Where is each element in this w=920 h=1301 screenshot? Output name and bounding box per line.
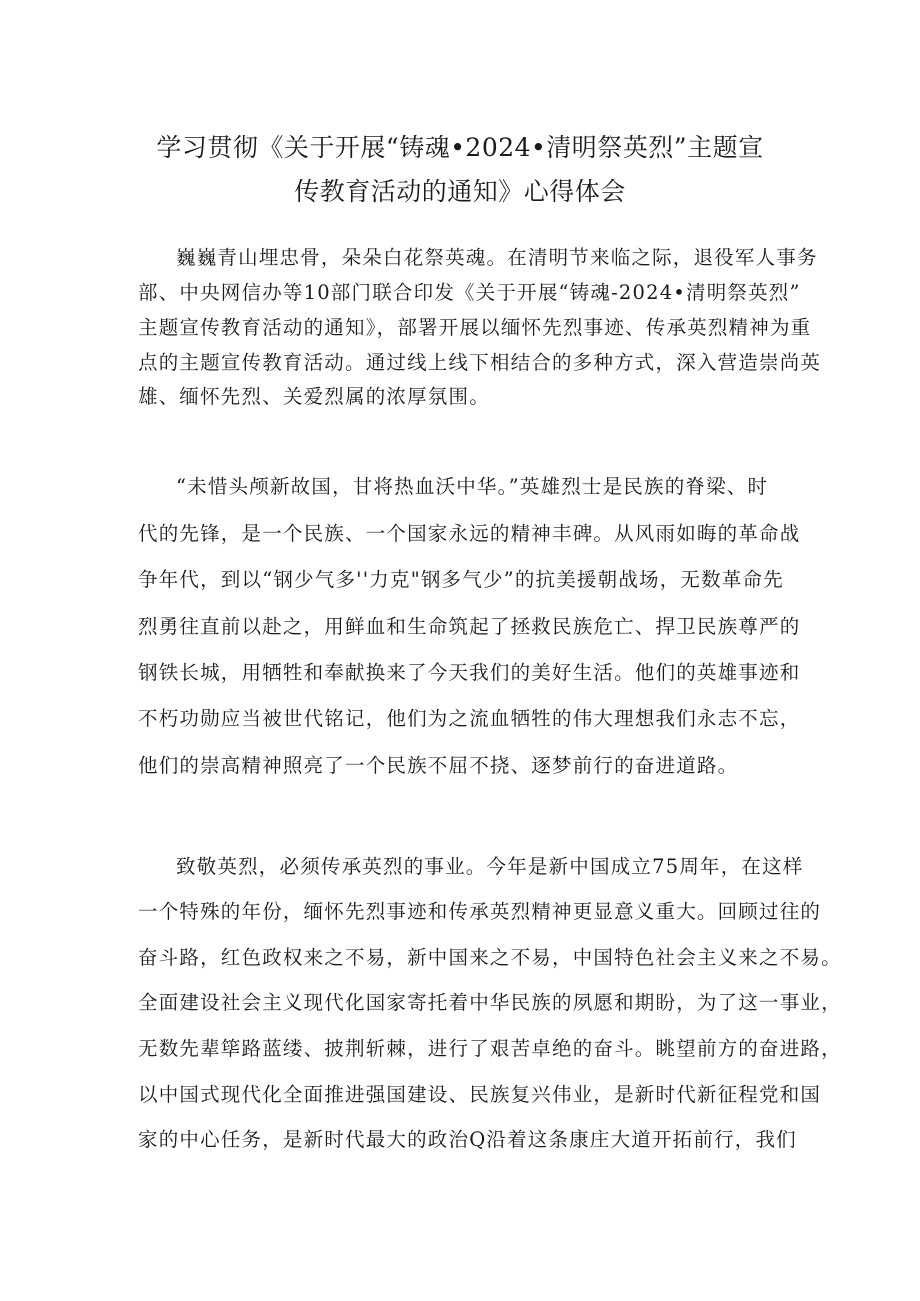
paragraph-2-line: 代的先锋，是一个民族、一个国家永远的精神丰碑。从风雨如晦的革命战 — [138, 522, 801, 545]
paragraph-3-line: 一个特殊的年份，缅怀先烈事迹和传承英烈精神更显意义重大。回顾过往的 — [138, 900, 822, 923]
paragraph-3-line: 致敬英烈，必须传承英烈的事业。今年是新中国成立75周年，在这样 — [176, 855, 804, 878]
paragraph-1-line: 点的主题宣传教育活动。通过线上线下相结合的多种方式，深入营造崇尚英 — [138, 351, 822, 374]
paragraph-2-line: 争年代，到以“钢少气多''力克"钢多气少”的抗美援朝战场，无数革命先 — [138, 568, 784, 591]
paragraph-2-line: “未惜头颅新故国，甘将热血沃中华。”英雄烈士是民族的脊梁、时 — [176, 475, 769, 498]
title-line-1: 学习贯彻《关于开展“铸魂•2024•清明祭英烈”主题宣 — [156, 133, 764, 162]
paragraph-1-line: 主题宣传教育活动的通知》，部署开展以缅怀先烈事迹、传承英烈精神为重 — [138, 316, 812, 339]
paragraph-2-line: 不朽功勋应当被世代铭记，他们为之流血牺牲的伟大理想我们永志不忘， — [138, 707, 801, 730]
paragraph-1-line: 巍巍青山埋忠骨，朵朵白花祭英魂。在清明节来临之际，退役军人事务 — [176, 246, 818, 269]
paragraph-1-line: 雄、缅怀先烈、关爱烈属的浓厚氛围。 — [138, 385, 490, 408]
paragraph-3-line: 家的中心任务，是新时代最大的政治Q沿着这条康庄大道开拓前行，我们 — [138, 1128, 797, 1151]
paragraph-2-line: 烈勇往直前以赴之，用鲜血和生命筑起了拯救民族危亡、捍卫民族尊严的 — [138, 615, 801, 638]
paragraph-3-line: 全面建设社会主义现代化国家寄托着中华民族的夙愿和期盼，为了这一事业， — [138, 991, 842, 1014]
paragraph-2-line: 他们的崇高精神照亮了一个民族不屈不挠、逐梦前行的奋进道路。 — [138, 754, 739, 777]
title-line-2: 传教育活动的通知》心得体会 — [294, 177, 626, 206]
paragraph-1-line: 部、中央网信办等10部门联合印发《关于开展“铸魂-2024•清明祭英烈” — [138, 281, 801, 304]
paragraph-2-line: 钢铁长城，用牺牲和奉献换来了今天我们的美好生活。他们的英雄事迹和 — [138, 661, 801, 684]
paragraph-3-line: 奋斗路，红色政权来之不易，新中国来之不易，中国特色社会主义来之不易。 — [138, 946, 842, 969]
paragraph-3-line: 以中国式现代化全面推进强国建设、民族复兴伟业，是新时代新征程党和国 — [138, 1083, 822, 1106]
paragraph-3-line: 无数先辈筚路蓝缕、披荆斩棘，进行了艰苦卓绝的奋斗。眺望前方的奋进路， — [138, 1037, 842, 1060]
